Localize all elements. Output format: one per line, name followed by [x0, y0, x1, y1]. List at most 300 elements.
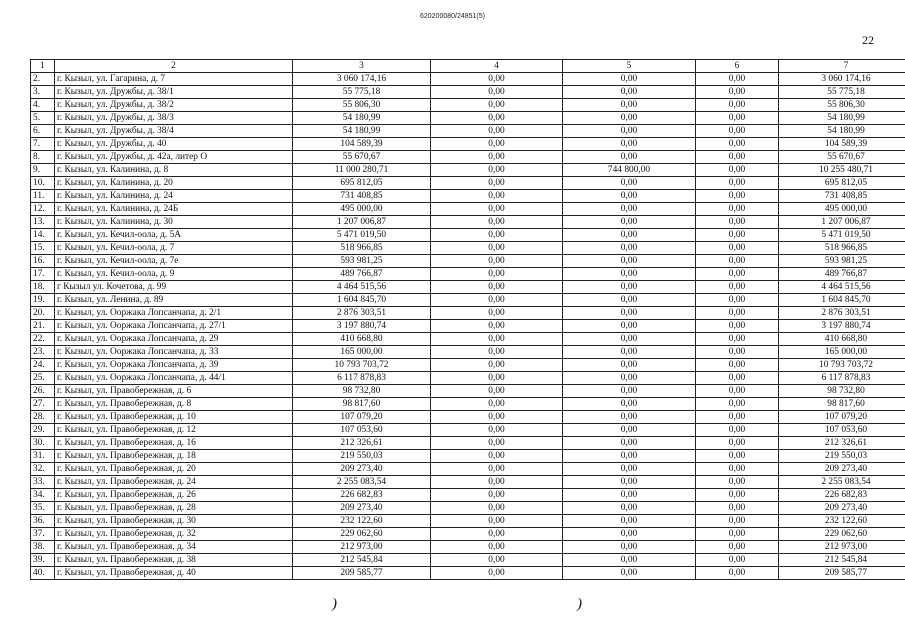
value-col7: 54 180,99 — [779, 125, 905, 138]
value-col7: 1 207 006,87 — [779, 216, 905, 229]
value-col7: 410 668,80 — [779, 333, 905, 346]
value-col7: 107 079,20 — [779, 411, 905, 424]
value-col6: 0,00 — [696, 437, 779, 450]
value-col6: 0,00 — [696, 450, 779, 463]
table-row — [31, 229, 905, 242]
address-cell: г. Кызыл, ул. Правобережная, д. 8 — [55, 398, 293, 411]
value-col3: 107 079,20 — [293, 411, 431, 424]
row-number: 39. — [31, 554, 55, 567]
row-number: 11. — [31, 190, 55, 203]
value-col5: 0,00 — [563, 73, 696, 86]
row-number: 5. — [31, 112, 55, 125]
row-number: 23. — [31, 346, 55, 359]
value-col4: 0,00 — [431, 177, 563, 190]
value-col3: 54 180,99 — [293, 112, 431, 125]
value-col4: 0,00 — [431, 476, 563, 489]
value-col5: 0,00 — [563, 125, 696, 138]
address-cell: г. Кызыл, ул. Кечил-оола, д. 7е — [55, 255, 293, 268]
value-col4: 0,00 — [431, 463, 563, 476]
header-cell-1: 1 — [31, 60, 55, 73]
value-col3: 107 053,60 — [293, 424, 431, 437]
address-cell: г Кызыл ул. Кочетова, д. 99 — [55, 281, 293, 294]
value-col6: 0,00 — [696, 229, 779, 242]
value-col5: 0,00 — [563, 268, 696, 281]
value-col4: 0,00 — [431, 372, 563, 385]
value-col5: 0,00 — [563, 112, 696, 125]
value-col6: 0,00 — [696, 177, 779, 190]
value-col7: 489 766,87 — [779, 268, 905, 281]
value-col3: 593 981,25 — [293, 255, 431, 268]
value-col4: 0,00 — [431, 190, 563, 203]
value-col5: 0,00 — [563, 333, 696, 346]
value-col6: 0,00 — [696, 398, 779, 411]
value-col5: 0,00 — [563, 502, 696, 515]
row-number: 9. — [31, 164, 55, 177]
table-row — [31, 554, 905, 567]
value-col3: 55 670,67 — [293, 151, 431, 164]
row-number: 33. — [31, 476, 55, 489]
value-col5: 0,00 — [563, 229, 696, 242]
value-col7: 55 775,18 — [779, 86, 905, 99]
address-cell: г. Кызыл, ул. Дружбы, д. 38/2 — [55, 99, 293, 112]
value-col3: 1 604 845,70 — [293, 294, 431, 307]
page-number: 22 — [862, 33, 874, 47]
value-col4: 0,00 — [431, 346, 563, 359]
value-col6: 0,00 — [696, 320, 779, 333]
value-col7: 209 273,40 — [779, 502, 905, 515]
value-col6: 0,00 — [696, 489, 779, 502]
row-number: 15. — [31, 242, 55, 255]
value-col6: 0,00 — [696, 242, 779, 255]
value-col6: 0,00 — [696, 86, 779, 99]
value-col3: 226 682,83 — [293, 489, 431, 502]
row-number: 3. — [31, 86, 55, 99]
value-col7: 2 255 083,54 — [779, 476, 905, 489]
value-col7: 3 197 880,74 — [779, 320, 905, 333]
value-col7: 212 545,84 — [779, 554, 905, 567]
value-col4: 0,00 — [431, 216, 563, 229]
address-cell: г. Кызыл, ул. Калинина, д. 24 — [55, 190, 293, 203]
row-number: 25. — [31, 372, 55, 385]
table-row — [31, 385, 905, 398]
address-cell: г. Кызыл, ул. Ооржака Лопсанчапа, д. 33 — [55, 346, 293, 359]
address-cell: г. Кызыл, ул. Правобережная, д. 40 — [55, 567, 293, 580]
address-cell: г. Кызыл, ул. Калинина, д. 20 — [55, 177, 293, 190]
value-col7: 593 981,25 — [779, 255, 905, 268]
row-number: 28. — [31, 411, 55, 424]
value-col5: 0,00 — [563, 86, 696, 99]
value-col6: 0,00 — [696, 255, 779, 268]
address-cell: г. Кызыл, ул. Правобережная, д. 26 — [55, 489, 293, 502]
value-col7: 98 817,60 — [779, 398, 905, 411]
table-row — [31, 99, 905, 112]
address-cell: г. Кызыл, ул. Дружбы, д. 38/3 — [55, 112, 293, 125]
value-col5: 0,00 — [563, 294, 696, 307]
value-col3: 209 273,40 — [293, 502, 431, 515]
value-col4: 0,00 — [431, 398, 563, 411]
row-number: 2. — [31, 73, 55, 86]
value-col3: 232 122,60 — [293, 515, 431, 528]
table-row — [31, 515, 905, 528]
value-col5: 0,00 — [563, 489, 696, 502]
row-number: 40. — [31, 567, 55, 580]
address-cell: г. Кызыл, ул. Правобережная, д. 24 — [55, 476, 293, 489]
value-col4: 0,00 — [431, 489, 563, 502]
value-col3: 518 966,85 — [293, 242, 431, 255]
value-col7: 10 793 703,72 — [779, 359, 905, 372]
value-col5: 0,00 — [563, 541, 696, 554]
row-number: 22. — [31, 333, 55, 346]
table-row — [31, 138, 905, 151]
row-number: 26. — [31, 385, 55, 398]
table-row — [31, 424, 905, 437]
header-cell-7: 7 — [779, 60, 905, 73]
value-col6: 0,00 — [696, 372, 779, 385]
value-col5: 0,00 — [563, 476, 696, 489]
value-col5: 0,00 — [563, 450, 696, 463]
value-col5: 0,00 — [563, 190, 696, 203]
value-col3: 212 545,84 — [293, 554, 431, 567]
value-col3: 410 668,80 — [293, 333, 431, 346]
value-col3: 10 793 703,72 — [293, 359, 431, 372]
value-col4: 0,00 — [431, 411, 563, 424]
row-number: 20. — [31, 307, 55, 320]
table-row — [31, 177, 905, 190]
table-row — [31, 151, 905, 164]
value-col6: 0,00 — [696, 463, 779, 476]
value-col4: 0,00 — [431, 125, 563, 138]
address-cell: г. Кызыл, ул. Правобережная, д. 6 — [55, 385, 293, 398]
value-col6: 0,00 — [696, 125, 779, 138]
value-col7: 165 000,00 — [779, 346, 905, 359]
value-col4: 0,00 — [431, 333, 563, 346]
value-col3: 1 207 006,87 — [293, 216, 431, 229]
value-col4: 0,00 — [431, 515, 563, 528]
value-col4: 0,00 — [431, 229, 563, 242]
table-row — [31, 541, 905, 554]
value-col5: 0,00 — [563, 515, 696, 528]
value-col3: 6 117 878,83 — [293, 372, 431, 385]
value-col3: 2 876 303,51 — [293, 307, 431, 320]
row-number: 24. — [31, 359, 55, 372]
data-table — [30, 59, 905, 580]
row-number: 14. — [31, 229, 55, 242]
address-cell: г. Кызыл, ул. Правобережная, д. 10 — [55, 411, 293, 424]
value-col6: 0,00 — [696, 73, 779, 86]
table-row — [31, 359, 905, 372]
value-col6: 0,00 — [696, 333, 779, 346]
table-row — [31, 346, 905, 359]
address-cell: г. Кызыл, ул. Калинина, д. 8 — [55, 164, 293, 177]
value-col5: 0,00 — [563, 372, 696, 385]
value-col4: 0,00 — [431, 73, 563, 86]
value-col7: 5 471 019,50 — [779, 229, 905, 242]
value-col7: 6 117 878,83 — [779, 372, 905, 385]
row-number: 21. — [31, 320, 55, 333]
value-col7: 107 053,60 — [779, 424, 905, 437]
table-row — [31, 255, 905, 268]
address-cell: г. Кызыл, ул. Ооржака Лопсанчапа, д. 29 — [55, 333, 293, 346]
value-col5: 0,00 — [563, 307, 696, 320]
value-col6: 0,00 — [696, 151, 779, 164]
value-col6: 0,00 — [696, 268, 779, 281]
address-cell: г. Кызыл, ул. Кечил-оола, д. 5А — [55, 229, 293, 242]
value-col4: 0,00 — [431, 307, 563, 320]
table-row — [31, 242, 905, 255]
row-number: 37. — [31, 528, 55, 541]
value-col4: 0,00 — [431, 203, 563, 216]
value-col4: 0,00 — [431, 164, 563, 177]
value-col4: 0,00 — [431, 528, 563, 541]
address-cell: г. Кызыл, ул. Дружбы, д. 38/4 — [55, 125, 293, 138]
table-row — [31, 567, 905, 580]
value-col5: 0,00 — [563, 359, 696, 372]
value-col3: 3 060 174,16 — [293, 73, 431, 86]
address-cell: г. Кызыл, ул. Правобережная, д. 20 — [55, 463, 293, 476]
value-col7: 232 122,60 — [779, 515, 905, 528]
address-cell: г. Кызыл, ул. Правобережная, д. 34 — [55, 541, 293, 554]
value-col6: 0,00 — [696, 554, 779, 567]
value-col6: 0,00 — [696, 164, 779, 177]
value-col6: 0,00 — [696, 99, 779, 112]
address-cell: г. Кызыл, ул. Правобережная, д. 28 — [55, 502, 293, 515]
value-col3: 731 408,85 — [293, 190, 431, 203]
value-col4: 0,00 — [431, 437, 563, 450]
row-number: 18. — [31, 281, 55, 294]
value-col7: 55 806,30 — [779, 99, 905, 112]
value-col3: 54 180,99 — [293, 125, 431, 138]
address-cell: г. Кызыл, ул. Правобережная, д. 12 — [55, 424, 293, 437]
value-col5: 744 800,00 — [563, 164, 696, 177]
value-col5: 0,00 — [563, 346, 696, 359]
value-col6: 0,00 — [696, 411, 779, 424]
table-row — [31, 333, 905, 346]
address-cell: г. Кызыл, ул. Ооржака Лопсанчапа, д. 39 — [55, 359, 293, 372]
row-number: 4. — [31, 99, 55, 112]
table-row — [31, 281, 905, 294]
value-col7: 98 732,80 — [779, 385, 905, 398]
value-col7: 209 585,77 — [779, 567, 905, 580]
value-col6: 0,00 — [696, 216, 779, 229]
value-col6: 0,00 — [696, 190, 779, 203]
table-row — [31, 73, 905, 86]
row-number: 34. — [31, 489, 55, 502]
handwritten-mark: ) — [577, 596, 582, 612]
row-number: 35. — [31, 502, 55, 515]
row-number: 27. — [31, 398, 55, 411]
value-col3: 55 806,30 — [293, 99, 431, 112]
value-col3: 212 326,61 — [293, 437, 431, 450]
row-number: 8. — [31, 151, 55, 164]
value-col3: 212 973,00 — [293, 541, 431, 554]
value-col5: 0,00 — [563, 242, 696, 255]
address-cell: г. Кызыл, ул. Калинина, д. 24Б — [55, 203, 293, 216]
address-cell: г. Кызыл, ул. Правобережная, д. 30 — [55, 515, 293, 528]
header-cell-4: 4 — [431, 60, 563, 73]
row-number: 10. — [31, 177, 55, 190]
table-row — [31, 411, 905, 424]
value-col6: 0,00 — [696, 346, 779, 359]
header-cell-3: 3 — [293, 60, 431, 73]
header-cell-5: 5 — [563, 60, 696, 73]
table-row — [31, 112, 905, 125]
value-col4: 0,00 — [431, 242, 563, 255]
value-col3: 229 062,60 — [293, 528, 431, 541]
table-row — [31, 268, 905, 281]
value-col5: 0,00 — [563, 151, 696, 164]
value-col7: 219 550,03 — [779, 450, 905, 463]
value-col5: 0,00 — [563, 177, 696, 190]
value-col7: 54 180,99 — [779, 112, 905, 125]
table-row — [31, 125, 905, 138]
value-col6: 0,00 — [696, 567, 779, 580]
value-col3: 165 000,00 — [293, 346, 431, 359]
value-col4: 0,00 — [431, 281, 563, 294]
value-col7: 731 408,85 — [779, 190, 905, 203]
row-number: 12. — [31, 203, 55, 216]
row-number: 19. — [31, 294, 55, 307]
row-number: 30. — [31, 437, 55, 450]
value-col3: 3 197 880,74 — [293, 320, 431, 333]
table-row — [31, 307, 905, 320]
address-cell: г. Кызыл, ул. Ооржака Лопсанчапа, д. 2/1 — [55, 307, 293, 320]
value-col5: 0,00 — [563, 138, 696, 151]
value-col5: 0,00 — [563, 216, 696, 229]
row-number: 17. — [31, 268, 55, 281]
value-col5: 0,00 — [563, 99, 696, 112]
address-cell: г. Кызыл, ул. Кечил-оола, д. 7 — [55, 242, 293, 255]
value-col4: 0,00 — [431, 567, 563, 580]
value-col4: 0,00 — [431, 502, 563, 515]
value-col5: 0,00 — [563, 255, 696, 268]
value-col3: 98 817,60 — [293, 398, 431, 411]
value-col3: 55 775,18 — [293, 86, 431, 99]
table-row — [31, 372, 905, 385]
table-row — [31, 164, 905, 177]
value-col7: 226 682,83 — [779, 489, 905, 502]
address-cell: г. Кызыл, ул. Гагарина, д. 7 — [55, 73, 293, 86]
value-col5: 0,00 — [563, 203, 696, 216]
value-col7: 55 670,67 — [779, 151, 905, 164]
value-col7: 229 062,60 — [779, 528, 905, 541]
value-col7: 518 966,85 — [779, 242, 905, 255]
value-col6: 0,00 — [696, 502, 779, 515]
value-col7: 4 464 515,56 — [779, 281, 905, 294]
value-col3: 209 585,77 — [293, 567, 431, 580]
value-col4: 0,00 — [431, 138, 563, 151]
value-col4: 0,00 — [431, 424, 563, 437]
row-number: 13. — [31, 216, 55, 229]
value-col6: 0,00 — [696, 112, 779, 125]
value-col3: 104 589,39 — [293, 138, 431, 151]
value-col7: 1 604 845,70 — [779, 294, 905, 307]
value-col5: 0,00 — [563, 528, 696, 541]
value-col3: 209 273,40 — [293, 463, 431, 476]
value-col3: 98 732,80 — [293, 385, 431, 398]
value-col6: 0,00 — [696, 359, 779, 372]
row-number: 31. — [31, 450, 55, 463]
row-number: 29. — [31, 424, 55, 437]
value-col7: 695 812,05 — [779, 177, 905, 190]
handwritten-mark: ) — [332, 596, 337, 612]
address-cell: г. Кызыл, ул. Дружбы, д. 40 — [55, 138, 293, 151]
value-col6: 0,00 — [696, 385, 779, 398]
value-col7: 10 255 480,71 — [779, 164, 905, 177]
value-col4: 0,00 — [431, 112, 563, 125]
table-row — [31, 398, 905, 411]
value-col5: 0,00 — [563, 385, 696, 398]
row-number: 32. — [31, 463, 55, 476]
value-col7: 212 326,61 — [779, 437, 905, 450]
table-header-row — [31, 60, 905, 73]
document-id: 620200080/24851(5) — [419, 13, 485, 20]
address-cell: г. Кызыл, ул. Правобережная, д. 38 — [55, 554, 293, 567]
row-number: 38. — [31, 541, 55, 554]
value-col5: 0,00 — [563, 567, 696, 580]
value-col3: 11 000 280,71 — [293, 164, 431, 177]
value-col7: 104 589,39 — [779, 138, 905, 151]
address-cell: г. Кызыл, ул. Ооржака Лопсанчапа, д. 44/1 — [55, 372, 293, 385]
value-col6: 0,00 — [696, 294, 779, 307]
value-col5: 0,00 — [563, 463, 696, 476]
value-col7: 212 973,00 — [779, 541, 905, 554]
table-row — [31, 320, 905, 333]
address-cell: г. Кызыл, ул. Правобережная, д. 32 — [55, 528, 293, 541]
table-row — [31, 190, 905, 203]
address-cell: г. Кызыл, ул. Правобережная, д. 16 — [55, 437, 293, 450]
value-col5: 0,00 — [563, 554, 696, 567]
table-row — [31, 86, 905, 99]
header-cell-6: 6 — [696, 60, 779, 73]
table-row — [31, 489, 905, 502]
table-row — [31, 294, 905, 307]
table-row — [31, 203, 905, 216]
value-col6: 0,00 — [696, 541, 779, 554]
address-cell: г. Кызыл, ул. Калинина, д. 30 — [55, 216, 293, 229]
value-col7: 3 060 174,16 — [779, 73, 905, 86]
value-col6: 0,00 — [696, 476, 779, 489]
address-cell: г. Кызыл, ул. Кечил-оола, д. 9 — [55, 268, 293, 281]
value-col6: 0,00 — [696, 515, 779, 528]
table-row — [31, 450, 905, 463]
value-col6: 0,00 — [696, 281, 779, 294]
address-cell: г. Кызыл, ул. Правобережная, д. 18 — [55, 450, 293, 463]
table-row — [31, 528, 905, 541]
address-cell: г. Кызыл, ул. Ооржака Лопсанчапа, д. 27/1 — [55, 320, 293, 333]
value-col5: 0,00 — [563, 398, 696, 411]
value-col3: 5 471 019,50 — [293, 229, 431, 242]
table-row — [31, 502, 905, 515]
value-col4: 0,00 — [431, 268, 563, 281]
value-col4: 0,00 — [431, 359, 563, 372]
value-col5: 0,00 — [563, 281, 696, 294]
value-col4: 0,00 — [431, 255, 563, 268]
value-col5: 0,00 — [563, 320, 696, 333]
row-number: 6. — [31, 125, 55, 138]
table-row — [31, 216, 905, 229]
row-number: 36. — [31, 515, 55, 528]
value-col3: 2 255 083,54 — [293, 476, 431, 489]
value-col3: 219 550,03 — [293, 450, 431, 463]
table-row — [31, 463, 905, 476]
value-col4: 0,00 — [431, 151, 563, 164]
value-col4: 0,00 — [431, 99, 563, 112]
value-col4: 0,00 — [431, 86, 563, 99]
value-col7: 495 000,00 — [779, 203, 905, 216]
value-col5: 0,00 — [563, 437, 696, 450]
table-row — [31, 437, 905, 450]
value-col7: 2 876 303,51 — [779, 307, 905, 320]
